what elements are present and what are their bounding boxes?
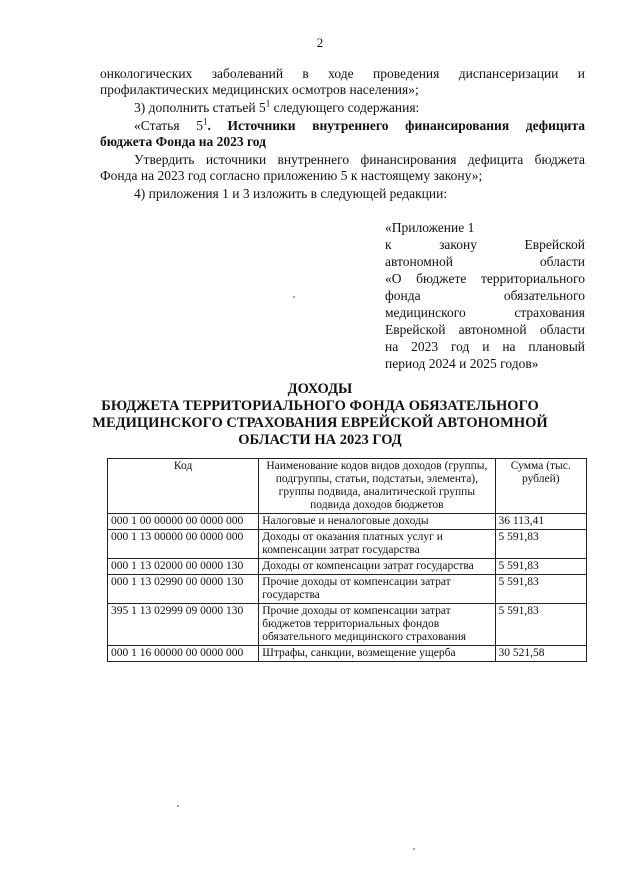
scan-speck — [293, 296, 295, 298]
paragraph-4-line-1: Утвердить источники внутреннего финансирования дефицита бюджета — [134, 152, 585, 167]
document-title — [60, 381, 580, 449]
paragraph-2-prefix: 3) дополнить статьей 5 — [134, 100, 266, 115]
row-name: Штрафы, санкции, возмещение ущерба — [259, 646, 495, 662]
paragraph-2-superscript: 1 — [265, 98, 271, 109]
row-sum: 30 521,58 — [495, 646, 586, 662]
article-prefix: «Статья 5 — [134, 118, 203, 133]
title-line-3: МЕДИЦИНСКОГО СТРАХОВАНИЯ ЕВРЕЙСКОЙ АВТОНОМНОЙ — [92, 415, 548, 431]
table-row — [108, 575, 587, 604]
table-header-row — [108, 459, 587, 514]
appendix-line-5: фонда обязательного — [385, 288, 585, 303]
article-heading-part-1: . Источники внутреннего финансирования дефицита — [207, 118, 585, 133]
row-name: Прочие доходы от компенсации затрат государства — [259, 575, 495, 604]
row-name: Доходы от оказания платных услуг и компенсации затрат государства — [259, 530, 495, 559]
appendix-line-3: автономной области — [385, 254, 585, 269]
header-code: Код — [108, 459, 259, 514]
article-superscript: 1 — [202, 116, 208, 127]
paragraph-5: 4) приложения 1 и 3 изложить в следующей редакции: — [134, 186, 448, 201]
row-sum: 5 591,83 — [495, 530, 586, 559]
table-row — [108, 646, 587, 662]
row-code: 000 1 16 00000 00 0000 000 — [108, 646, 259, 662]
title-line-1: ДОХОДЫ — [287, 381, 353, 397]
paragraph-1-line-1: онкологических заболеваний в ходе проведения диспансеризации и — [100, 66, 585, 81]
paragraph-3-line-1 — [100, 118, 585, 134]
row-name: Прочие доходы от компенсации затрат бюджетов территориальных фондов обязательного медицинского страхования — [259, 604, 495, 646]
appendix-header — [385, 219, 585, 372]
table-row — [108, 559, 587, 575]
appendix-line-6: медицинского страхования — [385, 305, 585, 320]
revenue-table — [107, 458, 587, 662]
article-heading-part-2: бюджета Фонда на 2023 год — [100, 134, 266, 149]
page-number: 2 — [316, 35, 324, 50]
title-line-2: БЮДЖЕТА ТЕРРИТОРИАЛЬНОГО ФОНДА ОБЯЗАТЕЛЬНОГО — [101, 398, 539, 414]
row-sum: 5 591,83 — [495, 604, 586, 646]
table-row — [108, 530, 587, 559]
header-name: Наименование кодов видов доходов (группы, подгруппы, статьи, подстатьи, элемента), группы подвида, аналитической группы подвида доходов бюджетов — [259, 459, 495, 514]
row-code: 000 1 13 02990 00 0000 130 — [108, 575, 259, 604]
row-sum: 5 591,83 — [495, 575, 586, 604]
row-code: 395 1 13 02999 09 0000 130 — [108, 604, 259, 646]
row-sum: 36 113,41 — [495, 514, 586, 530]
appendix-line-8: на 2023 год и на плановый — [385, 339, 585, 354]
row-code: 000 1 13 02000 00 0000 130 — [108, 559, 259, 575]
row-code: 000 1 00 00000 00 0000 000 — [108, 514, 259, 530]
row-name: Налоговые и неналоговые доходы — [259, 514, 495, 530]
row-code: 000 1 13 00000 00 0000 000 — [108, 530, 259, 559]
appendix-line-4: «О бюджете территориального — [385, 271, 585, 286]
appendix-line-1: «Приложение 1 — [385, 220, 475, 235]
appendix-line-7: Еврейской автономной области — [385, 322, 585, 337]
scan-speck — [177, 805, 179, 807]
table-row — [108, 604, 587, 646]
paragraph-2 — [100, 100, 585, 116]
header-sum: Сумма (тыс. рублей) — [495, 459, 586, 514]
row-sum: 5 591,83 — [495, 559, 586, 575]
appendix-line-9: период 2024 и 2025 годов» — [385, 356, 539, 371]
paragraph-4-line-2: Фонда на 2023 год согласно приложению 5 к настоящему закону»; — [100, 168, 483, 183]
appendix-line-2: к закону Еврейской — [385, 237, 585, 252]
row-name: Доходы от компенсации затрат государства — [259, 559, 495, 575]
table-row — [108, 514, 587, 530]
title-line-4: ОБЛАСТИ НА 2023 ГОД — [238, 432, 402, 448]
paragraph-1-line-2: профилактических медицинских осмотров населения»; — [100, 82, 419, 97]
scan-speck — [413, 848, 415, 850]
paragraph-2-suffix: следующего содержания: — [270, 100, 420, 115]
